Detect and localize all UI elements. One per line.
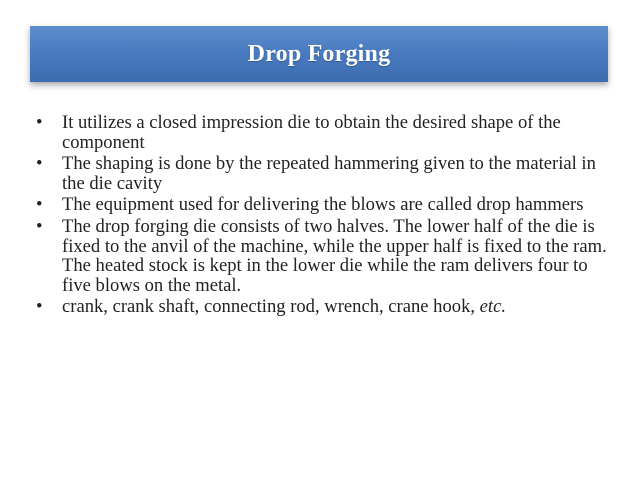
slide-title: Drop Forging [247,40,391,67]
bullet-item [36,217,608,295]
bullet-list [36,113,608,319]
bullet-text: It utilizes a closed impression die to obtain the desired shape of the component [62,112,561,153]
bullet-item [36,113,608,152]
bullet-icon: • [36,215,43,237]
bullet-icon: • [36,153,43,175]
bullet-icon: • [36,194,43,216]
bullet-item [36,154,608,193]
bullet-text-main: crank, crank shaft, connecting rod, wrench, crane hook, [62,296,480,318]
bullet-item [36,297,608,317]
bullet-text: The shaping is done by the repeated hammering given to the material in the die cavity [62,153,596,194]
bullet-icon: • [36,112,43,133]
bullet-item [36,195,608,215]
bullet-text: The drop forging die consists of two halves. The lower half of the die is fixed to the anvil of the machine, while the upper half is fixed to the ram. The heated stock is kept in the lower die while the ram delivers four to five blows on the metal. [62,215,607,296]
bullet-text-italic: etc. [479,296,506,318]
bullet-text: The equipment used for delivering the blows are called drop hammers [62,194,584,216]
title-bar [30,26,608,82]
bullet-icon: • [36,296,43,318]
bullet-text [62,296,506,317]
